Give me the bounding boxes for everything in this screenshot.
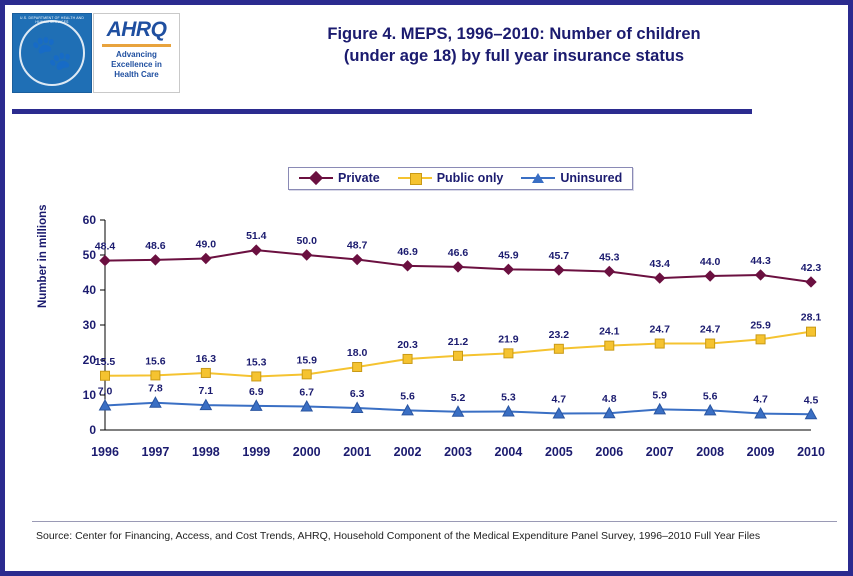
svg-text:20: 20 xyxy=(82,353,96,367)
svg-text:2000: 2000 xyxy=(292,445,321,459)
svg-text:45.3: 45.3 xyxy=(599,251,620,264)
svg-text:18.0: 18.0 xyxy=(346,347,368,359)
svg-text:23.2: 23.2 xyxy=(548,328,570,341)
svg-text:16.3: 16.3 xyxy=(195,352,217,365)
svg-text:24.1: 24.1 xyxy=(599,325,620,338)
svg-text:7.0: 7.0 xyxy=(97,385,113,398)
hhs-eagle-icon: 🐾 xyxy=(30,33,74,73)
svg-text:44.3: 44.3 xyxy=(750,254,771,267)
svg-text:2009: 2009 xyxy=(746,445,775,459)
svg-text:28.1: 28.1 xyxy=(800,311,822,324)
svg-text:4.7: 4.7 xyxy=(753,393,768,406)
svg-text:6.3: 6.3 xyxy=(349,387,365,400)
svg-text:5.3: 5.3 xyxy=(501,391,516,404)
svg-text:25.9: 25.9 xyxy=(750,319,771,332)
svg-text:5.6: 5.6 xyxy=(400,390,415,403)
svg-text:15.6: 15.6 xyxy=(145,355,166,368)
svg-text:48.4: 48.4 xyxy=(94,240,116,253)
svg-text:15.3: 15.3 xyxy=(246,356,267,369)
svg-text:15.5: 15.5 xyxy=(94,355,116,368)
svg-text:15.9: 15.9 xyxy=(296,354,317,367)
figure-title: Figure 4. MEPS, 1996–2010: Number of children (under age 18) by full year insurance status xyxy=(327,25,701,65)
hhs-logo xyxy=(12,13,92,93)
legend-swatch-public xyxy=(398,172,432,184)
svg-text:42.3: 42.3 xyxy=(800,261,822,274)
svg-text:10: 10 xyxy=(82,388,96,402)
legend-item-public xyxy=(398,171,504,185)
svg-text:0: 0 xyxy=(89,423,96,437)
legend-item-private xyxy=(299,171,380,185)
svg-text:24.7: 24.7 xyxy=(649,323,670,336)
svg-text:4.5: 4.5 xyxy=(803,394,819,407)
svg-text:20.3: 20.3 xyxy=(397,338,418,351)
legend-swatch-private xyxy=(299,172,333,184)
svg-text:2006: 2006 xyxy=(595,445,624,459)
svg-text:1998: 1998 xyxy=(191,445,220,459)
hhs-logo-text: U.S. DEPARTMENT OF HEALTH AND HUMAN SERVICES xyxy=(20,16,84,24)
chart-legend xyxy=(288,167,633,190)
svg-text:51.4: 51.4 xyxy=(246,230,267,243)
svg-text:2005: 2005 xyxy=(544,445,573,459)
legend-item-uninsured xyxy=(521,171,622,185)
svg-text:5.9: 5.9 xyxy=(652,389,668,402)
ahrq-logo-wordmark: AHRQ xyxy=(106,18,167,41)
ahrq-logo-tagline: Advancing Excellence in Health Care xyxy=(111,50,162,79)
svg-text:7.1: 7.1 xyxy=(198,385,214,398)
footer-divider xyxy=(32,521,837,522)
svg-text:1996: 1996 xyxy=(91,445,119,459)
header-divider xyxy=(12,109,752,114)
svg-text:6.9: 6.9 xyxy=(248,385,264,398)
legend-label-public: Public only xyxy=(436,171,504,185)
legend-swatch-uninsured xyxy=(521,172,555,184)
svg-text:1999: 1999 xyxy=(242,445,271,459)
line-chart xyxy=(35,200,825,480)
svg-text:5.2: 5.2 xyxy=(450,391,466,404)
svg-text:45.7: 45.7 xyxy=(548,250,570,263)
svg-text:2007: 2007 xyxy=(645,445,674,459)
svg-text:2004: 2004 xyxy=(494,445,523,459)
svg-text:2010: 2010 xyxy=(797,445,825,459)
svg-text:2002: 2002 xyxy=(393,445,422,459)
svg-text:43.4: 43.4 xyxy=(649,258,670,271)
ahrq-logo-bar xyxy=(102,44,171,47)
chart-area xyxy=(35,200,825,480)
svg-text:50.0: 50.0 xyxy=(296,235,317,247)
svg-text:21.2: 21.2 xyxy=(447,335,469,348)
svg-text:48.7: 48.7 xyxy=(346,239,368,252)
svg-text:4.7: 4.7 xyxy=(551,393,567,406)
source-note: Source: Center for Financing, Access, and Cost Trends, AHRQ, Household Component of the Medical Expenditure Panel Survey, 1996–2010 Full Year Files xyxy=(36,530,761,542)
svg-text:7.8: 7.8 xyxy=(148,382,163,395)
svg-text:1997: 1997 xyxy=(141,445,170,459)
svg-text:6.7: 6.7 xyxy=(299,386,315,399)
svg-text:4.8: 4.8 xyxy=(601,393,617,406)
svg-text:2003: 2003 xyxy=(444,445,472,459)
svg-text:46.9: 46.9 xyxy=(397,245,418,258)
svg-text:40: 40 xyxy=(82,283,96,297)
svg-text:50: 50 xyxy=(82,248,96,262)
ahrq-logo xyxy=(93,13,180,93)
y-axis-title: Number in millions xyxy=(37,204,49,308)
svg-text:60: 60 xyxy=(82,213,96,227)
legend-label-uninsured: Uninsured xyxy=(560,171,623,185)
figure-header xyxy=(5,5,848,117)
legend-label-private: Private xyxy=(338,171,380,185)
svg-text:24.7: 24.7 xyxy=(699,323,721,336)
svg-text:46.6: 46.6 xyxy=(447,246,469,259)
svg-text:21.9: 21.9 xyxy=(498,333,519,346)
svg-text:48.6: 48.6 xyxy=(145,239,166,252)
svg-text:49.0: 49.0 xyxy=(195,238,217,251)
svg-text:44.0: 44.0 xyxy=(699,256,721,268)
svg-text:2008: 2008 xyxy=(696,445,725,459)
svg-text:5.6: 5.6 xyxy=(702,390,718,403)
svg-text:45.9: 45.9 xyxy=(498,249,519,262)
svg-text:2001: 2001 xyxy=(343,445,372,459)
svg-text:30: 30 xyxy=(82,318,96,332)
